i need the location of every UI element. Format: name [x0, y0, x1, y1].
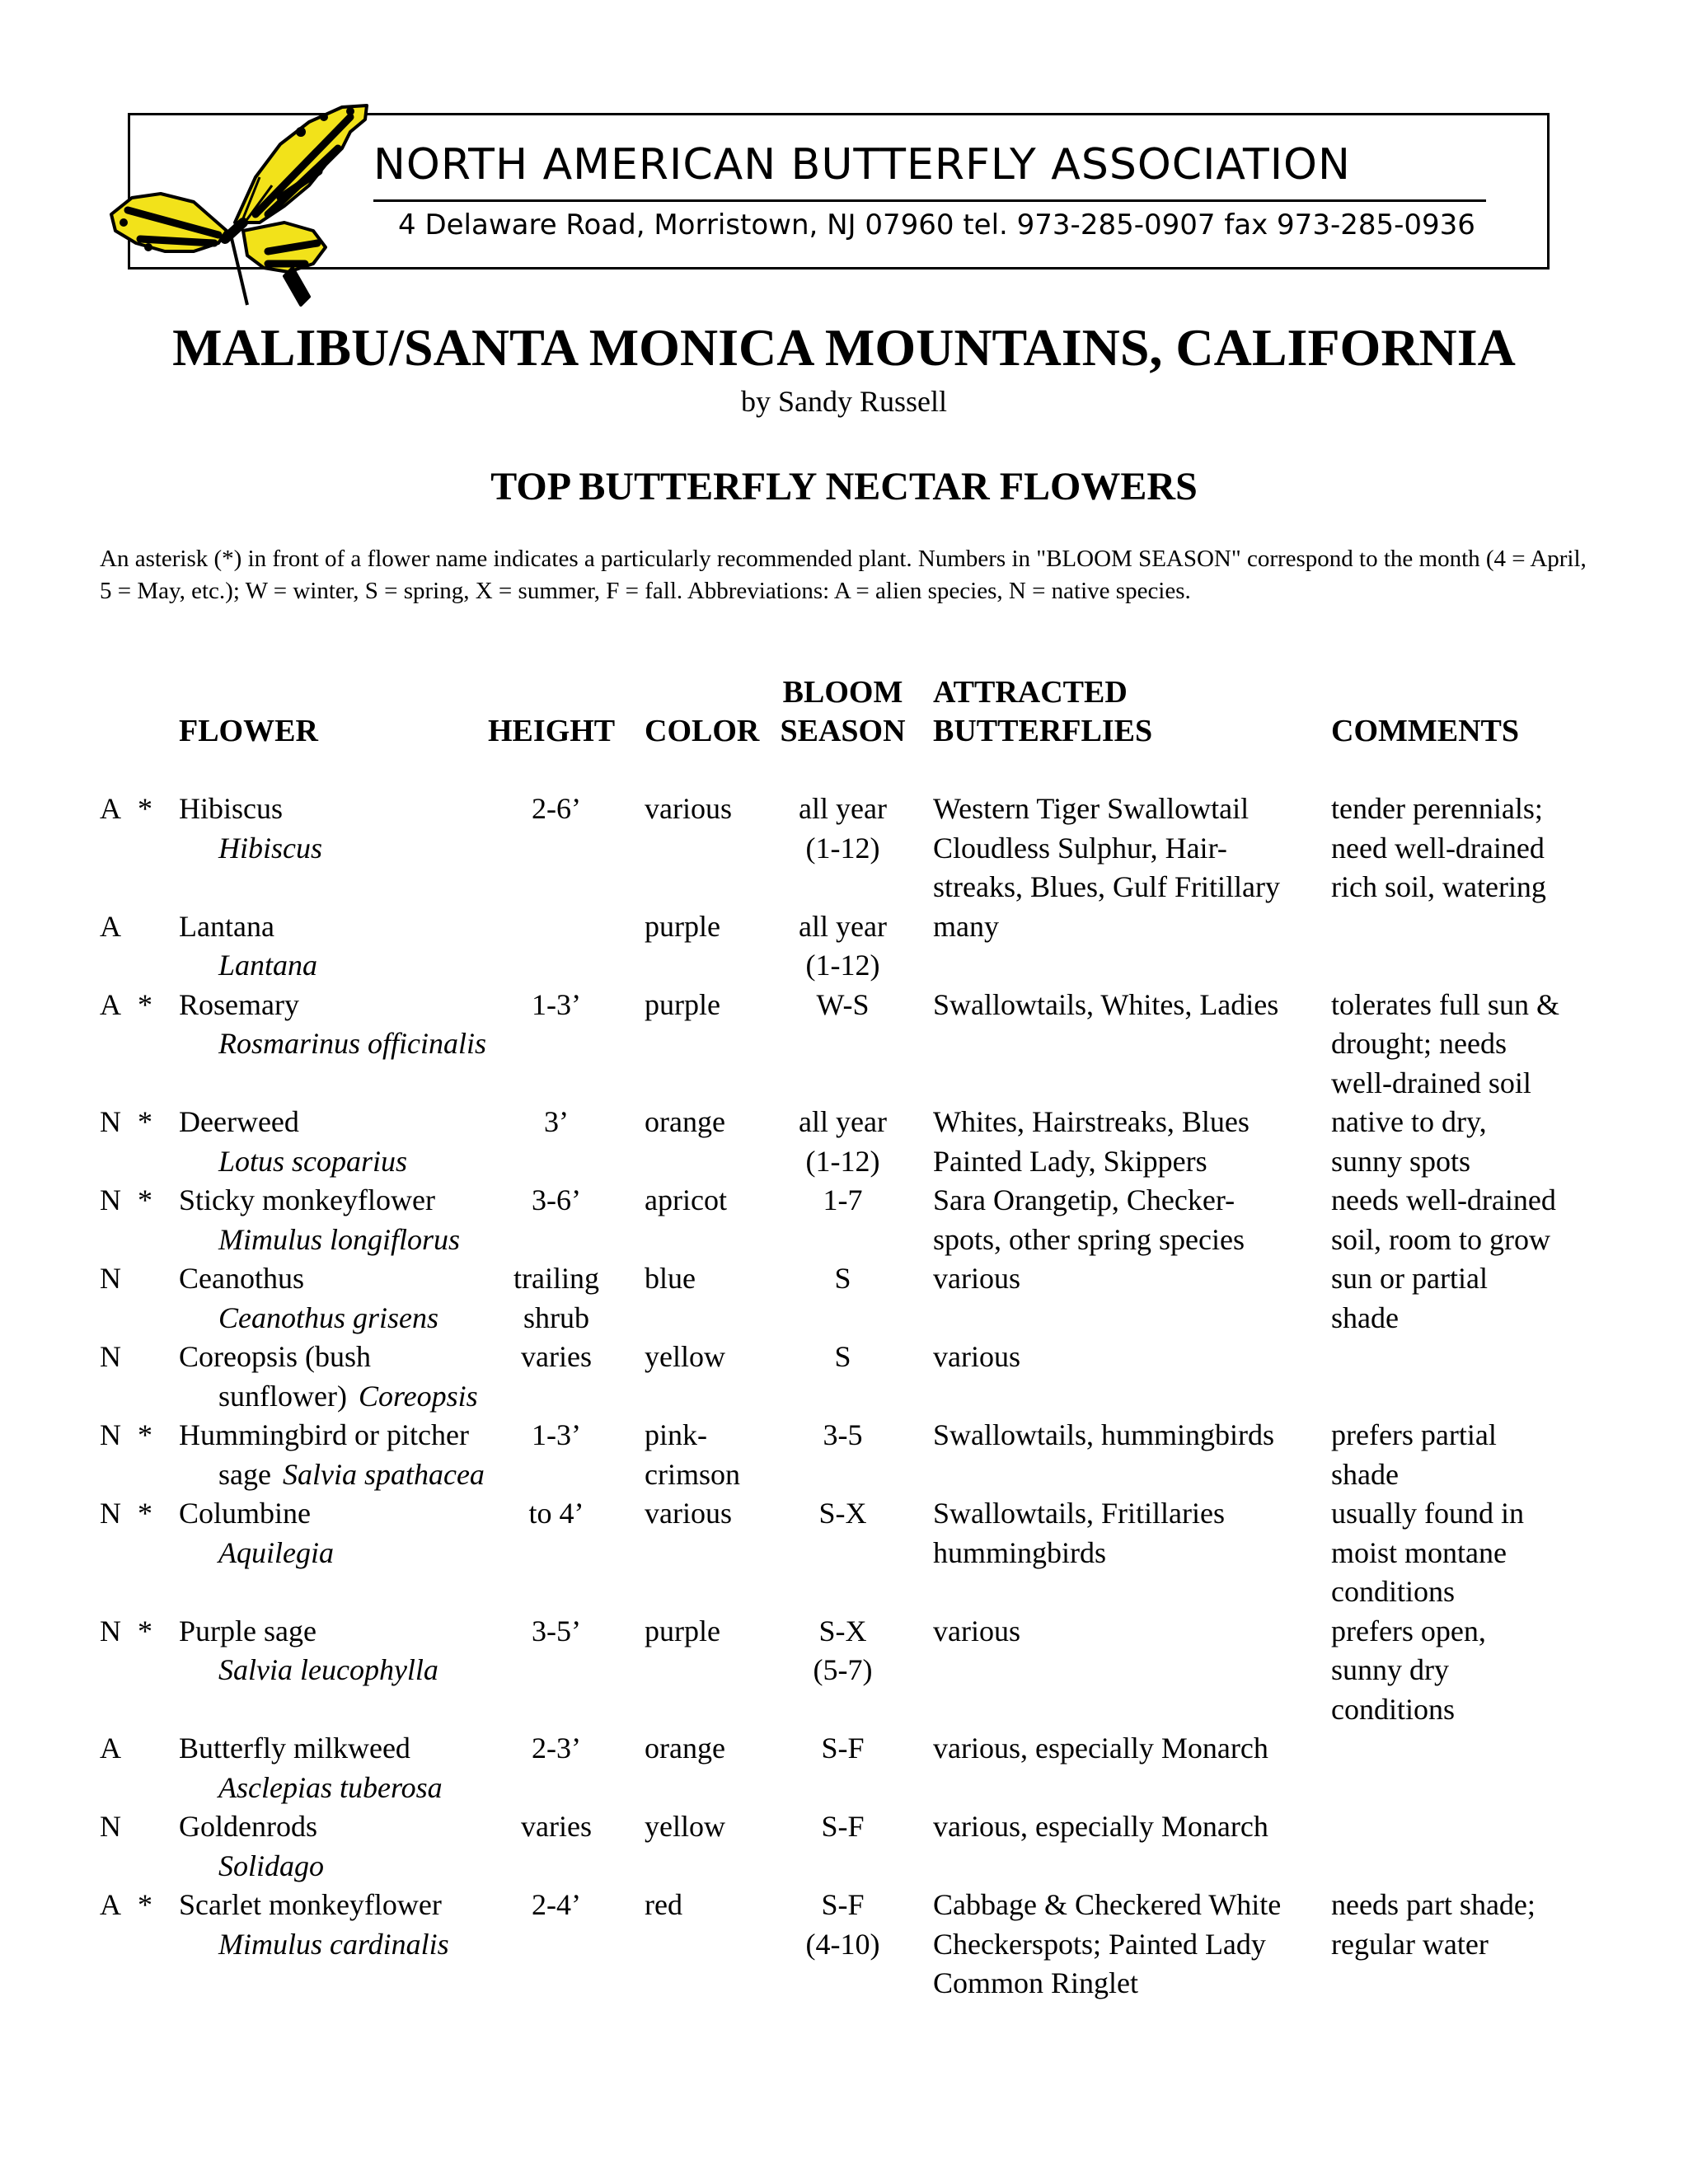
- height-value: trailing: [513, 1262, 599, 1295]
- height-value: 1-3’: [532, 1418, 581, 1451]
- bloom-season: S: [834, 1340, 851, 1373]
- attracted-butterflies: Cloudless Sulphur, Hair-: [933, 831, 1227, 865]
- header-height: HEIGHT: [488, 714, 616, 748]
- origin-code: N: [100, 1183, 121, 1216]
- bloom-months: (5-7): [813, 1653, 873, 1686]
- header-season: SEASON: [780, 714, 906, 748]
- origin-code: N: [100, 1497, 121, 1530]
- scientific-name: Lantana: [218, 949, 318, 982]
- color-value: apricot: [645, 1183, 727, 1216]
- attracted-butterflies: Swallowtails, Whites, Ladies: [933, 987, 1279, 1021]
- bloom-season: all year: [799, 792, 887, 825]
- comment-text: needs part shade;: [1331, 1888, 1536, 1921]
- flower-name-continued: [218, 1455, 485, 1495]
- scientific-name: Rosmarinus officinalis: [218, 1027, 487, 1060]
- comment-text: native to dry,: [1331, 1105, 1487, 1138]
- scientific-name: Salvia leucophylla: [218, 1653, 438, 1686]
- attracted-butterflies: Western Tiger Swallowtail: [933, 792, 1250, 825]
- bloom-season: 1-7: [823, 1183, 863, 1216]
- header-comments: COMMENTS: [1331, 714, 1519, 748]
- attracted-butterflies: Cabbage & Checkered White: [933, 1888, 1282, 1921]
- author-byline: by Sandy Russell: [740, 385, 947, 418]
- comment-text: tender perennials;: [1331, 792, 1543, 825]
- comment-text: sunny dry: [1331, 1653, 1449, 1686]
- bloom-months: (1-12): [805, 1144, 880, 1178]
- color-value: orange: [645, 1105, 725, 1138]
- scientific-name: Asclepias tuberosa: [218, 1770, 443, 1804]
- section-title: TOP BUTTERFLY NECTAR FLOWERS: [490, 465, 1198, 509]
- attracted-butterflies: Common Ringlet: [933, 1966, 1139, 1999]
- origin-code: A: [100, 909, 121, 943]
- recommended-star: *: [138, 987, 152, 1021]
- header-bloom: BLOOM: [782, 675, 903, 710]
- color-value: pink-: [645, 1418, 707, 1451]
- flower-name: Rosemary: [179, 987, 299, 1021]
- recommended-star: *: [138, 792, 152, 825]
- bloom-season: S-X: [818, 1614, 867, 1647]
- flower-name: Hibiscus: [179, 792, 283, 825]
- height-value: 3-5’: [532, 1614, 581, 1647]
- attracted-butterflies: streaks, Blues, Gulf Fritillary: [933, 870, 1280, 903]
- comment-text: prefers partial: [1331, 1418, 1497, 1451]
- comment-text: usually found in: [1331, 1497, 1524, 1530]
- origin-code: A: [100, 1888, 121, 1921]
- height-value: to 4’: [528, 1497, 584, 1530]
- origin-code: A: [100, 987, 121, 1021]
- attracted-butterflies: Checkerspots; Painted Lady: [933, 1927, 1266, 1961]
- letterhead-rule: [373, 199, 1486, 202]
- color-value: various: [645, 792, 732, 825]
- bloom-season: all year: [799, 1105, 887, 1138]
- scientific-name: Mimulus cardinalis: [218, 1927, 449, 1961]
- color-value: red: [645, 1888, 682, 1921]
- bloom-season: S-F: [821, 1810, 865, 1843]
- color-value: purple: [645, 987, 720, 1021]
- recommended-star: *: [138, 1418, 152, 1451]
- scientific-name: Solidago: [218, 1849, 325, 1882]
- color-value: yellow: [645, 1810, 725, 1843]
- scientific-name: Aquilegia: [218, 1535, 334, 1569]
- recommended-star: *: [138, 1614, 152, 1647]
- attracted-butterflies: various, especially Monarch: [933, 1810, 1268, 1843]
- attracted-butterflies: Sara Orangetip, Checker-: [933, 1183, 1236, 1216]
- scientific-name: Lotus scoparius: [218, 1144, 408, 1178]
- comment-text: sunny spots: [1331, 1144, 1471, 1178]
- flower-name-part: sage: [218, 1457, 271, 1491]
- flower-name: Deerweed: [179, 1105, 299, 1138]
- bloom-season: all year: [799, 909, 887, 943]
- flower-name: Sticky monkeyflower: [179, 1183, 435, 1216]
- flower-name: Butterfly milkweed: [179, 1732, 410, 1765]
- attracted-butterflies: various: [933, 1262, 1020, 1295]
- height-value: 2-4’: [532, 1888, 581, 1921]
- attracted-butterflies: Whites, Hairstreaks, Blues: [933, 1105, 1250, 1138]
- origin-code: N: [100, 1614, 121, 1647]
- comment-text: regular water: [1331, 1927, 1489, 1961]
- attracted-butterflies: spots, other spring species: [933, 1222, 1245, 1256]
- page-title: MALIBU/SANTA MONICA MOUNTAINS, CALIFORNIA: [172, 318, 1516, 377]
- scientific-name: Ceanothus grisens: [218, 1301, 439, 1334]
- comment-text: well-drained soil: [1331, 1066, 1531, 1099]
- attracted-butterflies: Swallowtails, Fritillaries: [933, 1497, 1225, 1530]
- flower-name: Scarlet monkeyflower: [179, 1888, 442, 1921]
- comment-text: conditions: [1331, 1575, 1455, 1608]
- flower-name-part: sunflower): [218, 1379, 347, 1413]
- origin-code: N: [100, 1262, 121, 1295]
- color-value-continued: crimson: [645, 1457, 740, 1491]
- comment-text: drought; needs: [1331, 1027, 1507, 1060]
- bloom-months: (1-12): [805, 949, 880, 982]
- recommended-star: *: [138, 1105, 152, 1138]
- bloom-months: (1-12): [805, 831, 880, 865]
- flower-name-continued: [218, 1377, 478, 1417]
- attracted-butterflies: many: [933, 909, 999, 943]
- origin-code: N: [100, 1340, 121, 1373]
- bloom-months: (4-10): [805, 1927, 880, 1961]
- bloom-season: S-X: [818, 1497, 867, 1530]
- swallowtail-butterfly-icon: [103, 99, 379, 313]
- origin-code: N: [100, 1810, 121, 1843]
- flower-name: Purple sage: [179, 1614, 316, 1647]
- color-value: orange: [645, 1732, 725, 1765]
- bloom-season: S: [834, 1262, 851, 1295]
- height-value: 3-6’: [532, 1183, 581, 1216]
- comment-text: need well-drained: [1331, 831, 1545, 865]
- bloom-season: 3-5: [823, 1418, 863, 1451]
- scientific-name: Coreopsis: [358, 1379, 478, 1413]
- flower-name: Columbine: [179, 1497, 311, 1530]
- comment-text: moist montane: [1331, 1535, 1507, 1569]
- comment-text: sun or partial: [1331, 1262, 1488, 1295]
- recommended-star: *: [138, 1183, 152, 1216]
- color-value: yellow: [645, 1340, 725, 1373]
- height-value: varies: [521, 1810, 592, 1843]
- attracted-butterflies: hummingbirds: [933, 1535, 1107, 1569]
- comment-text: prefers open,: [1331, 1614, 1486, 1647]
- height-value: 1-3’: [532, 987, 581, 1021]
- comment-text: rich soil, watering: [1331, 870, 1546, 903]
- header-flower: FLOWER: [179, 714, 318, 748]
- recommended-star: *: [138, 1497, 152, 1530]
- header-butterflies: BUTTERFLIES: [933, 714, 1153, 748]
- height-value: 2-3’: [532, 1732, 581, 1765]
- origin-code: N: [100, 1418, 121, 1451]
- height-value-continued: shrub: [523, 1301, 589, 1334]
- height-value: 3’: [544, 1105, 569, 1138]
- header-attracted: ATTRACTED: [933, 675, 1128, 710]
- color-value: purple: [645, 1614, 720, 1647]
- scientific-name: Salvia spathacea: [282, 1457, 485, 1491]
- bloom-season: S-F: [821, 1732, 865, 1765]
- height-value: 2-6’: [532, 792, 581, 825]
- flower-name: Coreopsis (bush: [179, 1340, 371, 1373]
- origin-code: N: [100, 1105, 121, 1138]
- scientific-name: Hibiscus: [218, 831, 322, 865]
- intro-paragraph: An asterisk (*) in front of a flower name indicates a particularly recommended plant. Numbers in "BLOOM SEASON" correspond to the month (4 = April, 5 = May, etc.); W = winter, S = spring, X = summer, F = fall. Abbreviations: A = alien species, N = native species.: [100, 546, 1587, 604]
- color-value: blue: [645, 1262, 696, 1295]
- comment-text: shade: [1331, 1301, 1399, 1334]
- organization-name: NORTH AMERICAN BUTTERFLY ASSOCIATION: [373, 140, 1351, 190]
- bloom-season: W-S: [816, 987, 870, 1021]
- attracted-butterflies: various: [933, 1614, 1020, 1647]
- height-value: varies: [521, 1340, 592, 1373]
- flower-name: Ceanothus: [179, 1262, 304, 1295]
- comment-text: soil, room to grow: [1331, 1222, 1550, 1256]
- flower-name: Hummingbird or pitcher: [179, 1418, 469, 1451]
- header-color: COLOR: [645, 714, 760, 748]
- attracted-butterflies: various: [933, 1340, 1020, 1373]
- color-value: purple: [645, 909, 720, 943]
- organization-address: 4 Delaware Road, Morristown, NJ 07960 tel. 973-285-0907 fax 973-285-0936: [398, 209, 1475, 241]
- comment-text: conditions: [1331, 1692, 1455, 1726]
- flower-name: Lantana: [179, 909, 274, 943]
- attracted-butterflies: Swallowtails, hummingbirds: [933, 1418, 1274, 1451]
- comment-text: needs well-drained: [1331, 1183, 1556, 1216]
- attracted-butterflies: various, especially Monarch: [933, 1732, 1268, 1765]
- recommended-star: *: [138, 1888, 152, 1921]
- comment-text: shade: [1331, 1457, 1399, 1491]
- flower-name: Goldenrods: [179, 1810, 317, 1843]
- color-value: various: [645, 1497, 732, 1530]
- scientific-name: Mimulus longiflorus: [218, 1222, 461, 1256]
- bloom-season: S-F: [821, 1888, 865, 1921]
- origin-code: A: [100, 792, 121, 825]
- origin-code: A: [100, 1732, 121, 1765]
- attracted-butterflies: Painted Lady, Skippers: [933, 1144, 1207, 1178]
- comment-text: tolerates full sun &: [1331, 987, 1559, 1021]
